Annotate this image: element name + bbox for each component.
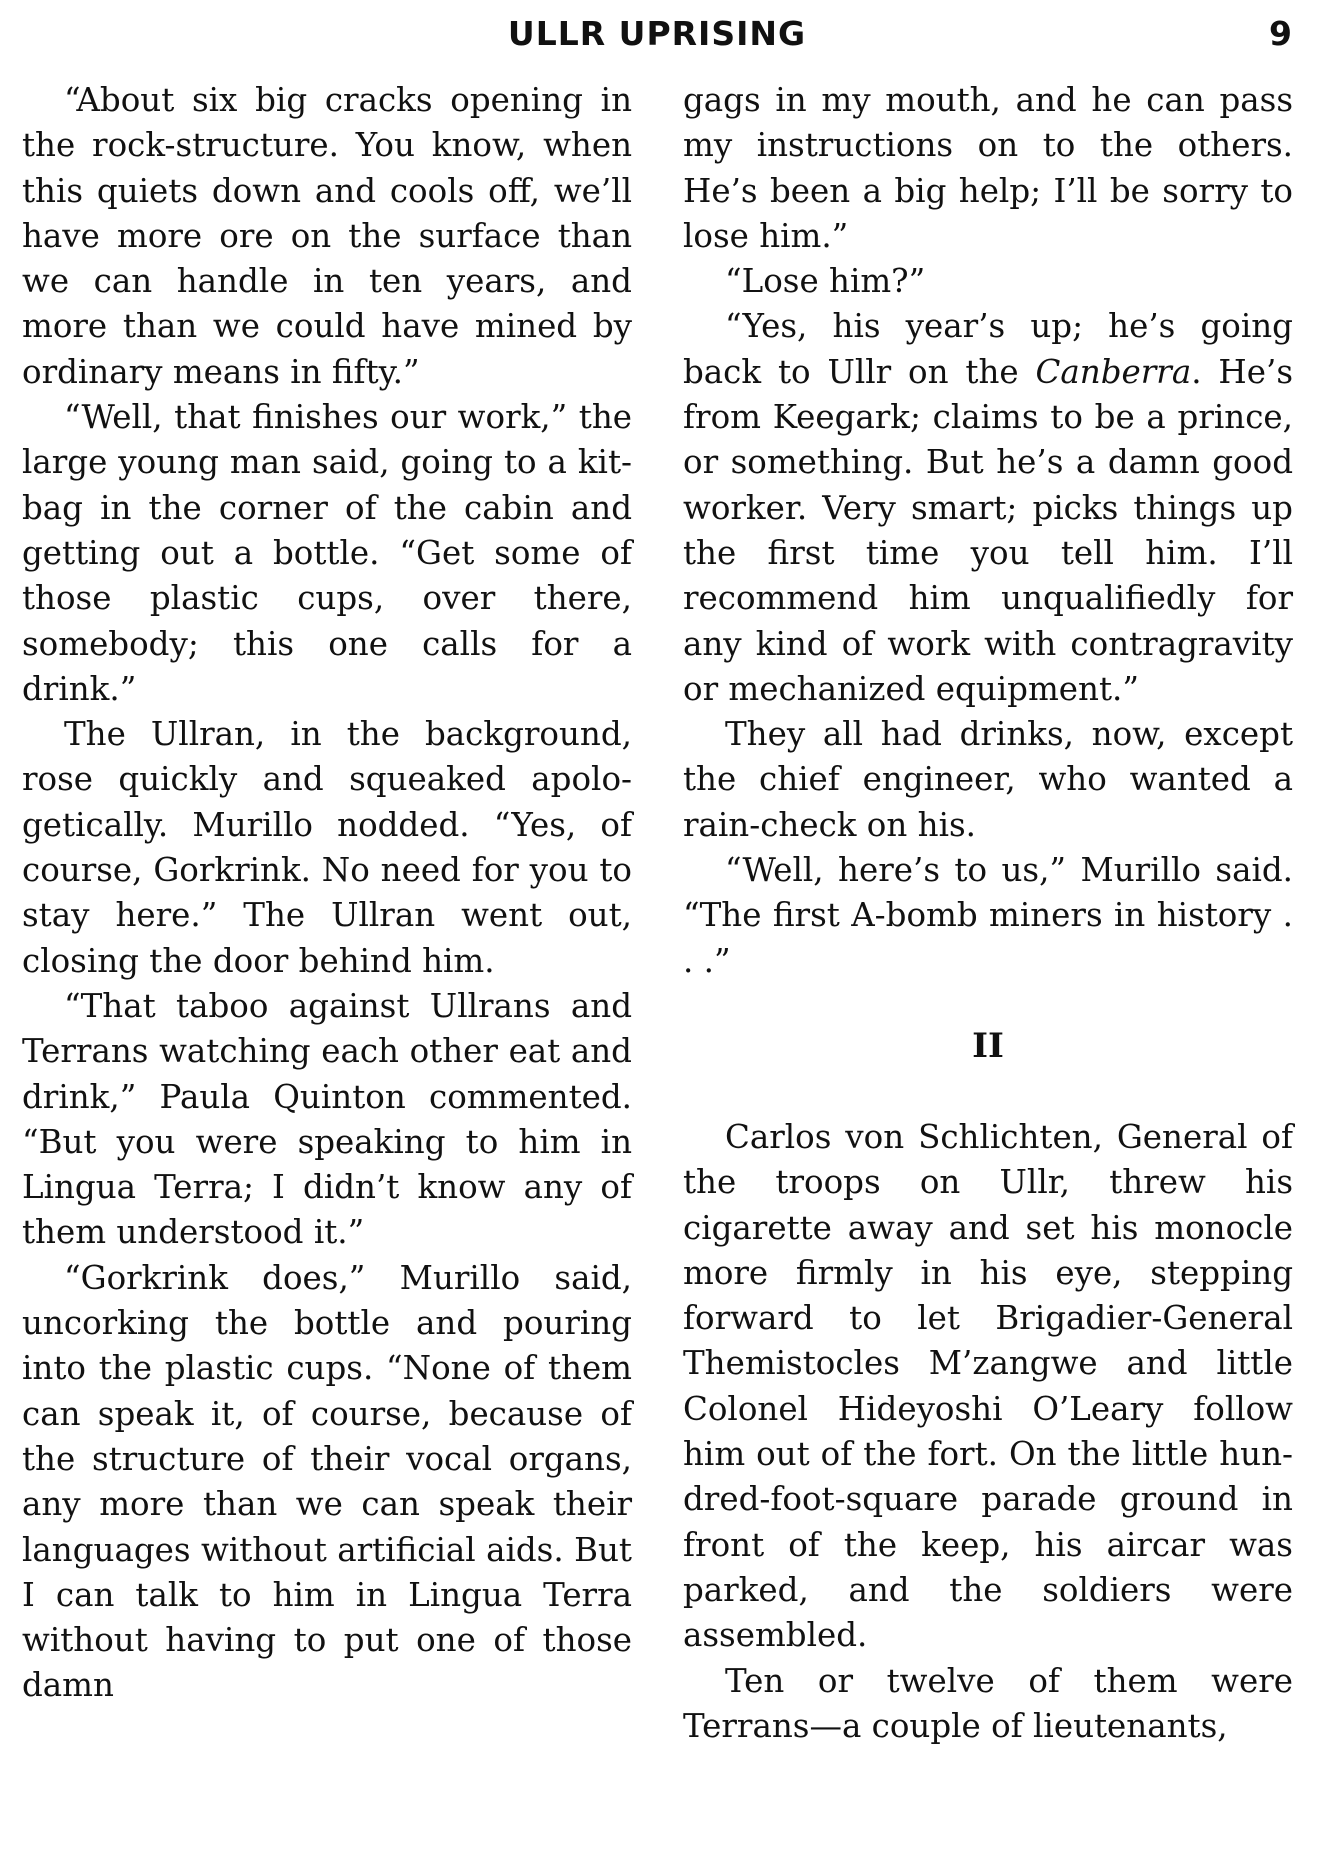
paragraph: “Well, that finishes our work,” the large young man said, going to a kit-bag in the corner of the cabin and getting out a bottle. “Get some of those plastic cups, over there, somebody; this one calls for a drink.” <box>22 398 632 708</box>
paragraph: “That taboo against Ullrans and Terrans watching each other eat and drink,” Paula Quinton commented. “But you were speaking to him in Lingua Terra; I didn’t know any of them understood it.” <box>22 986 632 1252</box>
paragraph: “Gorkrink does,” Murillo said, uncorking the bottle and pouring into the plastic cups. “None of them can speak it, of course, because of the structure of their vocal organs, any more than we can speak their languages without artificial aids. But I can talk to him in Lingua Terra without having to put one of those damn <box>22 1258 632 1705</box>
page-header <box>22 14 1292 64</box>
left-column <box>22 78 632 1709</box>
section-heading: II <box>972 1025 1004 1066</box>
paragraph: Carlos von Schlichten, General of the troops on Ullr, threw his cigarette away and set his monocle more firmly in his eye, stepping forward to let Brigadier-General Themistocles M’zangwe and little Colonel Hideyoshi O’Leary follow him out of the fort. On the little hundred-foot-square parade ground in front of the keep, his aircar was parked, and the soldiers were assembled. <box>683 1117 1293 1655</box>
paragraph: They all had drinks, now, except the chief engineer, who wanted a rain-check on his. <box>683 715 1293 844</box>
paragraph: “Well, here’s to us,” Murillo said. “The first A-bomb miners in history . . .” <box>683 851 1293 980</box>
paragraph: The Ullran, in the background, rose quickly and squeaked apologetically. Murillo nodded. “Yes, of course, Gorkrink. No need for you to stay here.” The Ullran went out, closing the door behind him. <box>22 715 632 980</box>
paragraph: Ten or twelve of them were Terrans—a couple of lieutenants, <box>683 1661 1293 1745</box>
paragraph: “Yes, his year’s up; he’s going back to Ullr on the Canberra. He’s from Keegark; claims to be a prince, or something. But he’s a damn good worker. Very smart; picks things up the first time you tell him. I’ll recommend him unqualifiedly for any kind of work with contragravity or mechanized equipment.” <box>683 307 1293 708</box>
paragraph: “About six big cracks opening in the rock-structure. You know, when this quiets down and cools off, we’ll have more ore on the surface than we can handle in ten years, and more than we could have mined by ordinary means in fifty.” <box>22 81 632 391</box>
ship-name: Canberra <box>1035 352 1192 391</box>
paragraph-continued: gags in my mouth, and he can pass my instructions on to the others. He’s been a big help; I’ll be sorry to lose him.” <box>683 81 1293 255</box>
paragraph: “Lose him?” <box>725 262 926 301</box>
right-column <box>683 78 1293 1749</box>
running-title: ULLR UPRISING <box>507 14 807 53</box>
page-number: 9 <box>1269 14 1292 53</box>
